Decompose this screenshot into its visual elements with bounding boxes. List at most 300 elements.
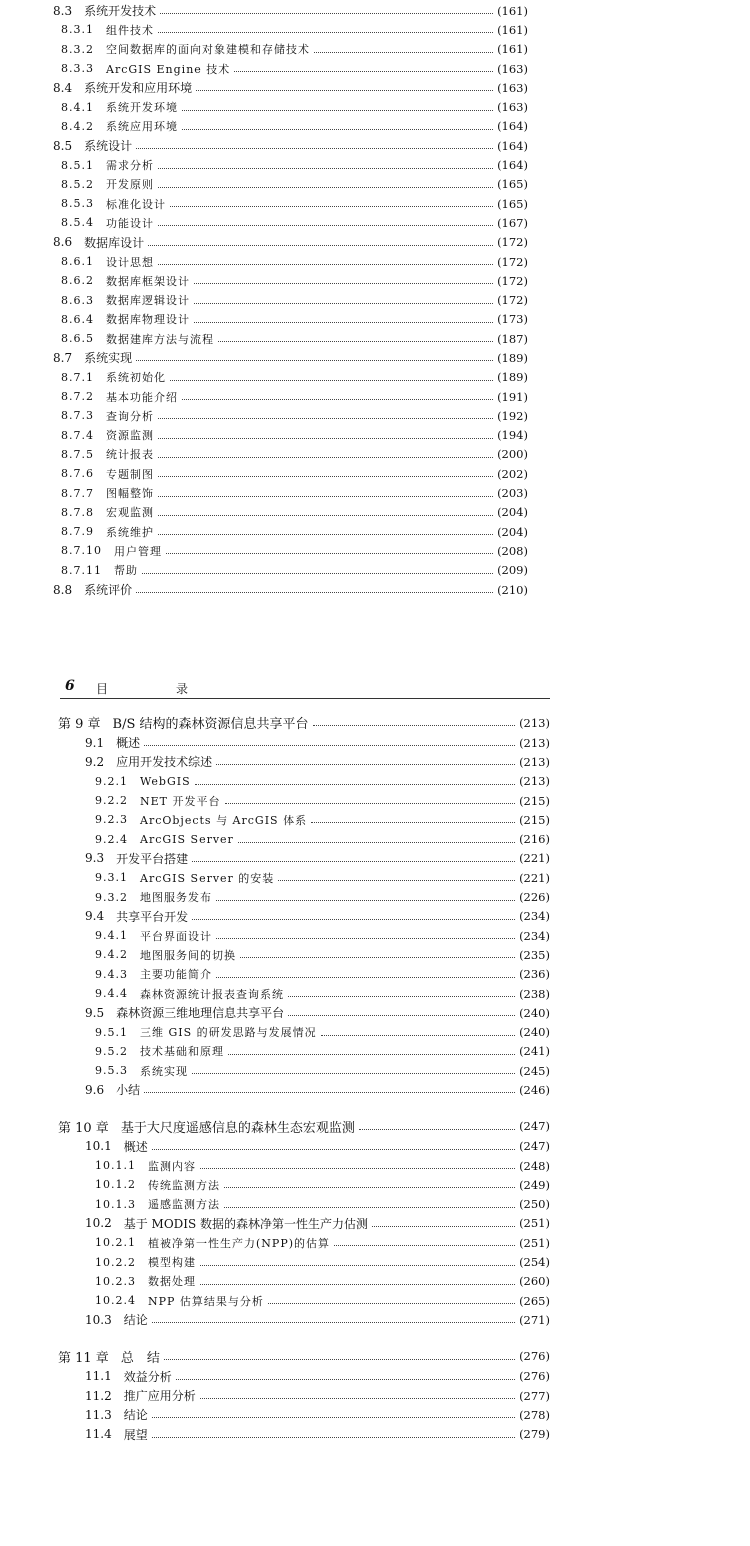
toc-entry-number: 8.7.6 — [61, 467, 94, 481]
toc-entry-title: 植被净第一性生产力(NPP)的估算 — [148, 1236, 331, 1250]
toc-entry-number: 10.2 — [85, 1216, 112, 1231]
toc-entry-page: (277) — [519, 1388, 550, 1403]
toc-entry-title: 数据处理 — [148, 1275, 196, 1289]
header-page-number: 6 — [65, 678, 75, 694]
toc-entry-page: (254) — [519, 1255, 550, 1270]
toc-entry-title: 概述 — [116, 736, 141, 751]
toc-entry-title: 数据建库方法与流程 — [106, 332, 214, 346]
toc-entry-title: ArcGIS Server 的安装 — [140, 871, 275, 885]
toc-entry-title: ArcGIS Engine 技术 — [106, 62, 231, 76]
toc-entry-title: 平台界面设计 — [140, 929, 212, 943]
toc-entry-page: (221) — [519, 851, 550, 866]
toc-entry-sub[interactable] — [53, 387, 528, 406]
toc-dot-leader — [182, 399, 493, 400]
toc-entry-page: (204) — [497, 505, 528, 520]
toc-entry-number: 9.5.2 — [95, 1044, 128, 1058]
toc-entry-number: 第 9 章 — [58, 717, 101, 732]
toc-entry-sub[interactable] — [58, 1252, 550, 1271]
toc-dot-leader — [182, 129, 493, 130]
toc-entry-number: 9.5.1 — [95, 1025, 128, 1039]
toc-dot-leader — [158, 515, 493, 516]
toc-dot-leader — [158, 168, 493, 169]
toc-entry-number: 8.7.5 — [61, 447, 94, 461]
toc-entry-number: 8.7.9 — [61, 525, 94, 539]
toc-dot-leader — [224, 1187, 515, 1188]
toc-entry-title: 系统开发和应用环境 — [84, 81, 193, 96]
toc-entry-sub[interactable] — [58, 772, 550, 791]
toc-entry-number: 8.6.5 — [61, 332, 94, 346]
toc-dot-leader — [313, 725, 516, 726]
toc-entry-page: (236) — [519, 967, 550, 982]
toc-entry-page: (164) — [497, 158, 528, 173]
toc-entry-page: (234) — [519, 909, 550, 924]
toc-entry-section[interactable] — [58, 1214, 550, 1233]
toc-gap — [58, 1330, 550, 1346]
page-header — [60, 678, 550, 699]
toc-entry-number: 11.2 — [85, 1388, 112, 1403]
toc-entry-sub[interactable] — [53, 522, 528, 541]
toc-entry-sub[interactable] — [53, 483, 528, 502]
toc-dot-leader — [240, 957, 515, 958]
toc-entry-page: (189) — [497, 350, 528, 365]
toc-dot-leader — [311, 822, 515, 823]
toc-entry-title: 查询分析 — [106, 409, 154, 423]
toc-entry-number: 8.6.3 — [61, 293, 94, 307]
toc-entry-section[interactable] — [58, 1137, 550, 1156]
toc-entry-title: 传统监测方法 — [148, 1178, 220, 1192]
toc-entry-sub[interactable] — [58, 1022, 550, 1041]
toc-entry-title: WebGIS — [140, 774, 191, 788]
toc-entry-sub[interactable] — [53, 329, 528, 348]
toc-entry-page: (251) — [519, 1235, 550, 1250]
toc-entry-page: (246) — [519, 1082, 550, 1097]
toc-entry-number: 8.3.2 — [61, 42, 94, 56]
toc-entry-sub[interactable] — [53, 406, 528, 425]
toc-entry-sub[interactable] — [53, 426, 528, 445]
toc-entry-page: (172) — [497, 273, 528, 288]
toc-entry-page: (226) — [519, 890, 550, 905]
toc-entry-title: 系统初始化 — [106, 371, 166, 385]
toc-dot-leader — [152, 1322, 515, 1323]
toc-entry-number: 9.5 — [85, 1005, 105, 1020]
toc-entry-sub[interactable] — [58, 1195, 550, 1214]
toc-dot-leader — [136, 592, 493, 593]
toc-dot-leader — [170, 380, 493, 381]
toc-entry-page: (172) — [497, 293, 528, 308]
toc-entry-page: (191) — [497, 389, 528, 404]
toc-entry-sub[interactable] — [58, 1042, 550, 1061]
toc-entry-section[interactable] — [58, 1080, 550, 1099]
toc-dot-leader — [218, 341, 493, 342]
toc-entry-number: 8.7 — [53, 350, 73, 365]
toc-entry-number: 9.2.2 — [95, 794, 128, 808]
toc-entry-sub[interactable] — [58, 1272, 550, 1291]
toc-entry-page: (213) — [519, 715, 550, 730]
toc-entry-title: 技术基础和原理 — [140, 1045, 224, 1059]
toc-entry-number: 11.1 — [85, 1369, 112, 1384]
toc-dot-leader — [152, 1437, 515, 1438]
toc-entry-number: 8.7.2 — [61, 390, 94, 404]
toc-entry-page: (248) — [519, 1158, 550, 1173]
toc-entry-section[interactable] — [53, 580, 528, 599]
toc-entry-section[interactable] — [58, 1003, 550, 1022]
toc-entry-page: (194) — [497, 428, 528, 443]
toc-entry-number: 10.2.1 — [95, 1236, 136, 1250]
toc-entry-page: (209) — [497, 563, 528, 578]
toc-entry-page: (216) — [519, 832, 550, 847]
toc-entry-title: 数据库设计 — [84, 235, 145, 250]
toc-entry-number: 8.7.11 — [61, 563, 102, 577]
toc-dot-leader — [314, 52, 493, 53]
toc-entry-number: 8.5.3 — [61, 197, 94, 211]
toc-dot-leader — [192, 1073, 515, 1074]
toc-entry-sub[interactable] — [53, 97, 528, 116]
toc-entry-title: NET 开发平台 — [140, 794, 221, 808]
toc-entry-sub[interactable] — [58, 1233, 550, 1252]
toc-dot-leader — [160, 13, 493, 14]
toc-entry-section[interactable] — [58, 849, 550, 868]
toc-bottom-block — [58, 712, 550, 1444]
toc-entry-title: 系统维护 — [106, 525, 154, 539]
toc-entry-title: 系统设计 — [84, 139, 133, 154]
toc-entry-title: 系统实现 — [84, 351, 133, 366]
toc-entry-title: 应用开发技术综述 — [116, 755, 213, 770]
toc-entry-title: 宏观监测 — [106, 506, 154, 520]
toc-entry-section[interactable] — [58, 1386, 550, 1405]
toc-entry-number: 9.5.3 — [95, 1064, 128, 1078]
toc-entry-number: 8.7.7 — [61, 486, 94, 500]
toc-dot-leader — [166, 553, 493, 554]
toc-dot-leader — [158, 496, 493, 497]
toc-entry-page: (167) — [497, 215, 528, 230]
toc-entry-title: 基本功能介绍 — [106, 390, 178, 404]
toc-entry-number: 8.7.3 — [61, 409, 94, 423]
toc-entry-section[interactable] — [58, 1310, 550, 1329]
toc-dot-leader — [158, 225, 493, 226]
toc-entry-section[interactable] — [58, 907, 550, 926]
toc-entry-page: (215) — [519, 812, 550, 827]
toc-entry-number: 10.1 — [85, 1139, 112, 1154]
toc-dot-leader — [144, 745, 515, 746]
toc-dot-leader — [200, 1284, 515, 1285]
toc-entry-number: 11.4 — [85, 1427, 112, 1442]
toc-entry-page: (250) — [519, 1197, 550, 1212]
toc-gap — [58, 1100, 550, 1116]
toc-entry-title: 空间数据库的面向对象建模和存储技术 — [106, 43, 310, 57]
toc-entry-sub[interactable] — [53, 252, 528, 271]
toc-entry-number: 9.6 — [85, 1082, 105, 1097]
toc-entry-page: (278) — [519, 1407, 550, 1422]
toc-entry-page: (234) — [519, 928, 550, 943]
toc-entry-title: 地图服务间的切换 — [140, 948, 236, 962]
toc-dot-leader — [136, 148, 493, 149]
toc-entry-number: 9.3.2 — [95, 890, 128, 904]
toc-entry-number: 10.1.3 — [95, 1197, 136, 1211]
toc-entry-page: (279) — [519, 1427, 550, 1442]
toc-dot-leader — [359, 1129, 515, 1130]
toc-dot-leader — [225, 803, 516, 804]
toc-entry-page: (240) — [519, 1005, 550, 1020]
toc-dot-leader — [194, 303, 493, 304]
toc-entry-page: (189) — [497, 370, 528, 385]
toc-entry-title: 遥感监测方法 — [148, 1198, 220, 1212]
toc-entry-page: (213) — [519, 754, 550, 769]
toc-entry-sub[interactable] — [53, 175, 528, 194]
toc-entry-title: 系统应用环境 — [106, 120, 178, 134]
toc-entry-title: 模型构建 — [148, 1256, 196, 1270]
toc-entry-title: 小结 — [116, 1083, 141, 1098]
toc-entry-number: 8.4.2 — [61, 119, 94, 133]
toc-entry-number: 9.2.1 — [95, 774, 128, 788]
toc-dot-leader — [288, 996, 515, 997]
toc-entry-page: (163) — [497, 80, 528, 95]
toc-entry-sub[interactable] — [53, 541, 528, 560]
toc-entry-section[interactable] — [58, 733, 550, 752]
toc-dot-leader — [192, 861, 515, 862]
toc-entry-section[interactable] — [58, 1367, 550, 1386]
toc-entry-title: 基于 MODIS 数据的森林净第一性生产力估测 — [123, 1216, 369, 1231]
toc-entry-page: (213) — [519, 774, 550, 789]
toc-entry-title: NPP 估算结果与分析 — [148, 1294, 264, 1308]
toc-entry-page: (172) — [497, 235, 528, 250]
toc-dot-leader — [238, 842, 515, 843]
toc-entry-title: 统计报表 — [106, 448, 154, 462]
toc-entry-sub[interactable] — [58, 829, 550, 848]
toc-top-block — [53, 1, 528, 599]
toc-entry-page: (276) — [519, 1349, 550, 1364]
toc-entry-number: 8.3.1 — [61, 23, 94, 37]
toc-entry-sub[interactable] — [58, 984, 550, 1003]
toc-entry-title: 系统评价 — [84, 583, 133, 598]
toc-entry-number: 8.5.4 — [61, 216, 94, 230]
toc-entry-number: 9.1 — [85, 735, 105, 750]
toc-dot-leader — [196, 90, 493, 91]
toc-entry-section[interactable] — [53, 136, 528, 155]
toc-entry-title: 森林资源统计报表查询系统 — [140, 987, 284, 1001]
toc-entry-sub[interactable] — [58, 926, 550, 945]
toc-dot-leader — [288, 1015, 515, 1016]
toc-dot-leader — [194, 283, 493, 284]
toc-entry-number: 10.2.2 — [95, 1255, 136, 1269]
toc-entry-section[interactable] — [53, 233, 528, 252]
toc-entry-section[interactable] — [58, 1425, 550, 1444]
toc-entry-page: (249) — [519, 1177, 550, 1192]
toc-entry-page: (164) — [497, 119, 528, 134]
toc-dot-leader — [158, 418, 493, 419]
toc-entry-number: 8.4.1 — [61, 100, 94, 114]
toc-dot-leader — [158, 32, 493, 33]
toc-entry-number: 第 10 章 — [58, 1120, 109, 1136]
toc-dot-leader — [152, 1417, 515, 1418]
toc-entry-page: (163) — [497, 61, 528, 76]
toc-entry-number: 8.3 — [53, 3, 73, 18]
toc-entry-chapter[interactable] — [58, 712, 550, 733]
toc-entry-sub[interactable] — [53, 290, 528, 309]
toc-dot-leader — [200, 1398, 515, 1399]
toc-entry-page: (161) — [497, 3, 528, 18]
toc-entry-title: 数据库逻辑设计 — [106, 294, 190, 308]
toc-entry-title: 地图服务发布 — [140, 891, 212, 905]
toc-dot-leader — [334, 1245, 515, 1246]
toc-entry-number: 8.4 — [53, 80, 73, 95]
toc-entry-title: 三维 GIS 的研发思路与发展情况 — [140, 1026, 317, 1040]
toc-entry-title: 监测内容 — [148, 1159, 196, 1173]
toc-dot-leader — [142, 573, 493, 574]
toc-entry-title: 展望 — [123, 1427, 148, 1442]
toc-entry-title: 基于大尺度遥感信息的森林生态宏观监测 — [120, 1120, 355, 1136]
toc-dot-leader — [216, 977, 515, 978]
toc-entry-section[interactable] — [53, 348, 528, 367]
toc-entry-title: 设计思想 — [106, 255, 154, 269]
toc-entry-title: 需求分析 — [106, 159, 154, 173]
toc-dot-leader — [158, 476, 493, 477]
toc-entry-sub[interactable] — [53, 155, 528, 174]
toc-entry-title: 标准化设计 — [106, 197, 166, 211]
toc-entry-title: 用户管理 — [114, 544, 162, 558]
toc-dot-leader — [158, 438, 493, 439]
toc-entry-page: (240) — [519, 1025, 550, 1040]
toc-entry-sub[interactable] — [53, 20, 528, 39]
toc-entry-page: (165) — [497, 196, 528, 211]
toc-dot-leader — [200, 1168, 515, 1169]
toc-entry-sub[interactable] — [53, 503, 528, 522]
toc-entry-page: (247) — [519, 1139, 550, 1154]
toc-entry-number: 8.6.2 — [61, 274, 94, 288]
toc-entry-number: 8.6 — [53, 235, 73, 250]
toc-entry-sub[interactable] — [58, 1061, 550, 1080]
toc-entry-section[interactable] — [58, 1405, 550, 1424]
toc-dot-leader — [216, 938, 515, 939]
toc-dot-leader — [372, 1226, 515, 1227]
toc-entry-number: 10.3 — [85, 1312, 112, 1327]
toc-entry-number: 8.3.3 — [61, 62, 94, 76]
toc-entry-number: 8.6.1 — [61, 255, 94, 268]
toc-entry-number: 第 11 章 — [58, 1350, 109, 1366]
toc-entry-number: 9.3 — [85, 851, 105, 866]
toc-entry-number: 10.2.3 — [95, 1274, 136, 1288]
toc-entry-number: 9.2.4 — [95, 832, 128, 846]
toc-entry-page: (161) — [497, 22, 528, 37]
toc-entry-sub[interactable] — [58, 791, 550, 810]
toc-dot-leader — [195, 784, 515, 785]
toc-entry-page: (200) — [497, 447, 528, 462]
toc-entry-section[interactable] — [58, 752, 550, 771]
toc-entry-number: 9.4.4 — [95, 987, 128, 1000]
toc-entry-page: (271) — [519, 1312, 550, 1327]
toc-entry-page: (203) — [497, 486, 528, 501]
toc-entry-title: 专题制图 — [106, 467, 154, 481]
toc-entry-page: (202) — [497, 466, 528, 481]
toc-entry-number: 8.7.8 — [61, 505, 94, 519]
toc-entry-chapter[interactable] — [58, 1116, 550, 1137]
toc-entry-sub[interactable] — [58, 1156, 550, 1175]
toc-entry-page: (241) — [519, 1044, 550, 1059]
toc-entry-title: 概述 — [123, 1139, 148, 1154]
toc-entry-sub[interactable] — [53, 271, 528, 290]
toc-entry-page: (192) — [497, 408, 528, 423]
toc-entry-sub[interactable] — [58, 1175, 550, 1194]
toc-entry-sub[interactable] — [53, 59, 528, 78]
toc-entry-sub[interactable] — [58, 810, 550, 829]
toc-entry-number: 10.1.2 — [95, 1178, 136, 1192]
header-title: 目 录 — [96, 682, 217, 696]
toc-entry-sub[interactable] — [58, 887, 550, 906]
toc-entry-page: (172) — [497, 254, 528, 269]
toc-entry-number: 9.2.3 — [95, 813, 128, 827]
toc-dot-leader — [321, 1035, 515, 1036]
toc-entry-sub[interactable] — [53, 194, 528, 213]
toc-entry-number: 10.1.1 — [95, 1159, 136, 1173]
toc-entry-page: (204) — [497, 524, 528, 539]
toc-entry-sub[interactable] — [58, 945, 550, 964]
toc-entry-section[interactable] — [53, 1, 528, 20]
toc-entry-number: 8.5.2 — [61, 177, 94, 191]
toc-entry-sub[interactable] — [53, 368, 528, 387]
toc-entry-page: (247) — [519, 1119, 550, 1134]
toc-entry-page: (276) — [519, 1369, 550, 1384]
toc-entry-title: 数据库框架设计 — [106, 274, 190, 288]
toc-entry-page: (245) — [519, 1063, 550, 1078]
toc-entry-sub[interactable] — [58, 965, 550, 984]
toc-dot-leader — [216, 900, 515, 901]
toc-entry-page: (238) — [519, 986, 550, 1001]
toc-entry-title: 资源监测 — [106, 429, 154, 443]
toc-dot-leader — [158, 457, 493, 458]
toc-entry-number: 8.7.4 — [61, 428, 94, 442]
toc-entry-sub[interactable] — [53, 561, 528, 580]
toc-entry-page: (173) — [497, 312, 528, 327]
toc-entry-page: (210) — [497, 582, 528, 597]
toc-entry-title: 组件技术 — [106, 23, 154, 37]
toc-entry-page: (187) — [497, 331, 528, 346]
toc-dot-leader — [164, 1359, 515, 1360]
toc-entry-title: 森林资源三维地理信息共享平台 — [116, 1006, 285, 1021]
toc-entry-title: 结论 — [123, 1408, 148, 1423]
toc-entry-title: 共享平台开发 — [116, 909, 189, 924]
toc-entry-page: (213) — [519, 735, 550, 750]
toc-entry-number: 9.2 — [85, 754, 105, 769]
toc-entry-number: 8.7.1 — [61, 370, 94, 384]
toc-entry-number: 8.6.4 — [61, 312, 94, 326]
toc-entry-title: 效益分析 — [123, 1369, 172, 1384]
toc-entry-chapter[interactable] — [58, 1346, 550, 1367]
toc-entry-sub[interactable] — [58, 868, 550, 887]
toc-entry-page: (235) — [519, 947, 550, 962]
toc-entry-sub[interactable] — [53, 117, 528, 136]
toc-dot-leader — [158, 264, 493, 265]
toc-dot-leader — [216, 764, 515, 765]
toc-entry-number: 9.4.3 — [95, 967, 128, 981]
toc-dot-leader — [268, 1303, 515, 1304]
toc-entry-sub[interactable] — [53, 40, 528, 59]
toc-entry-page: (163) — [497, 100, 528, 115]
toc-entry-title: 推广应用分析 — [123, 1389, 196, 1404]
toc-entry-title: 系统开发技术 — [84, 4, 157, 19]
toc-entry-section[interactable] — [53, 78, 528, 97]
toc-entry-page: (215) — [519, 793, 550, 808]
toc-entry-sub[interactable] — [53, 310, 528, 329]
toc-dot-leader — [158, 534, 493, 535]
toc-dot-leader — [170, 206, 493, 207]
toc-dot-leader — [144, 1092, 515, 1093]
toc-entry-title: B/S 结构的森林资源信息共享平台 — [112, 717, 309, 732]
toc-entry-sub[interactable] — [58, 1291, 550, 1310]
toc-entry-title: 开发平台搭建 — [116, 851, 189, 866]
toc-entry-number: 9.4.1 — [95, 929, 128, 943]
toc-entry-sub[interactable] — [53, 445, 528, 464]
toc-entry-sub[interactable] — [53, 464, 528, 483]
toc-entry-sub[interactable] — [53, 213, 528, 232]
